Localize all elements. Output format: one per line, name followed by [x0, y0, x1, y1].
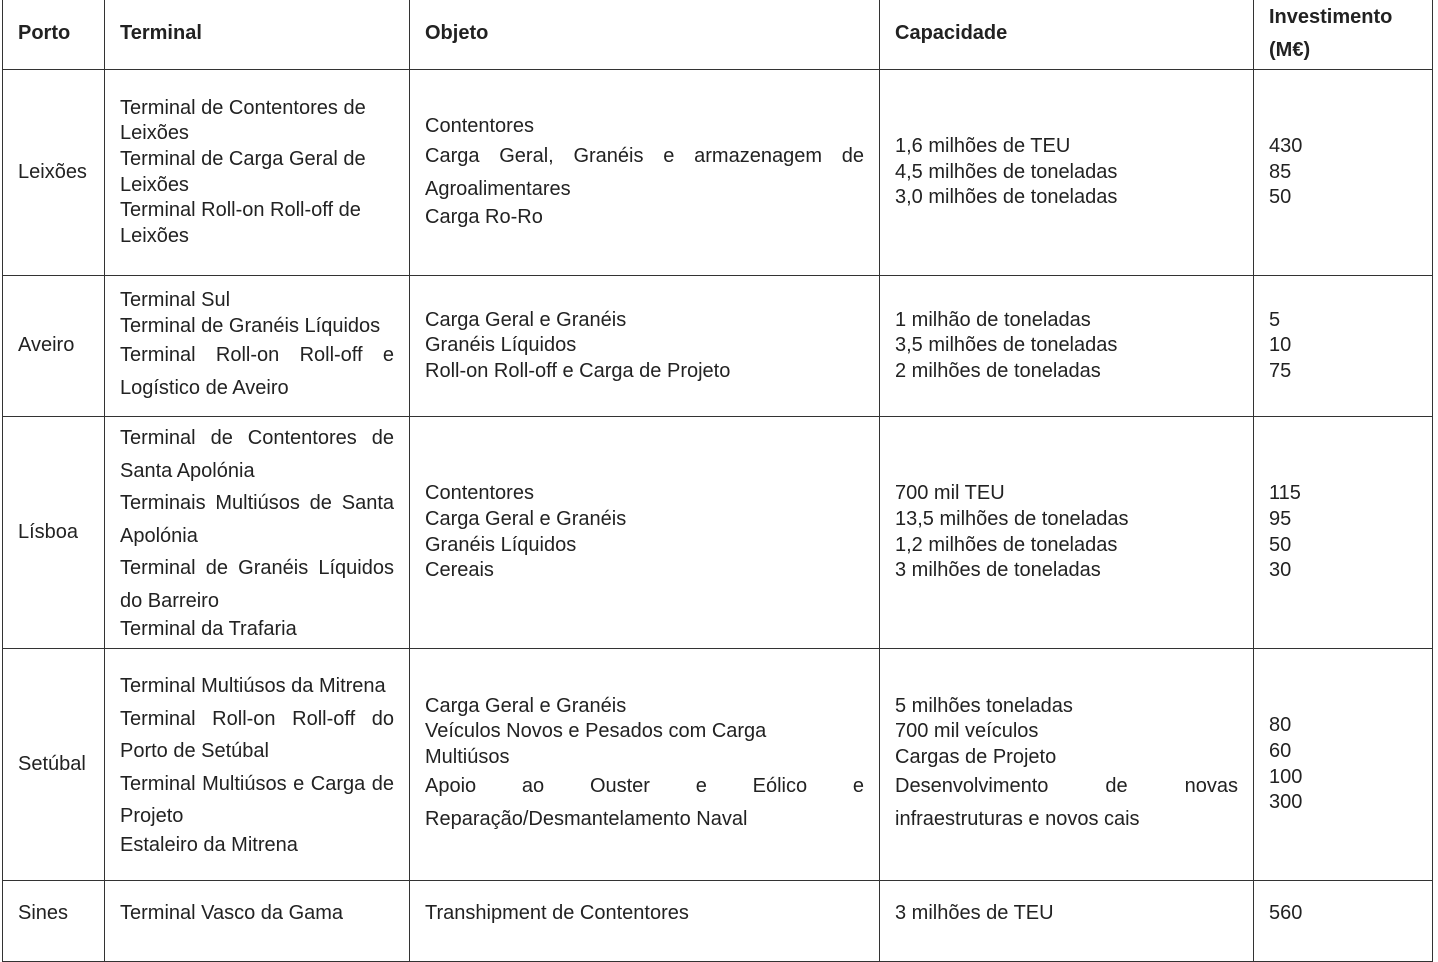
header-porto: Porto	[3, 0, 105, 70]
objeto-item: Carga Ro-Ro	[425, 206, 543, 228]
objeto-item: Contentores	[425, 482, 534, 505]
investimento-item: 60	[1269, 739, 1292, 762]
terminal-item: Terminal de Granéis Líquidos	[120, 314, 381, 337]
cell-objeto	[410, 649, 880, 881]
objeto-item: Contentores	[425, 115, 534, 138]
terminal-item: Terminal Roll-on Roll-off e Logístico de Aveiro	[120, 344, 394, 399]
header-investimento-line1: Investimento	[1269, 5, 1393, 28]
objeto-item: Roll-on Roll-off e Carga de Projeto	[425, 359, 731, 382]
cell-capacidade	[880, 649, 1254, 881]
capacidade-item: Cargas de Projeto	[895, 745, 1057, 768]
cell-objeto	[410, 881, 880, 962]
cell-investimento	[1254, 70, 1433, 276]
investimento-item: 75	[1269, 359, 1292, 382]
objeto-item: Granéis Líquidos	[425, 533, 577, 556]
cell-investimento	[1254, 881, 1433, 962]
cell-capacidade	[880, 276, 1254, 417]
terminal-item: Terminal Multiúsos da Mitrena	[120, 675, 386, 698]
terminal-item: Terminal de Granéis Líquidos do Barreiro	[120, 557, 394, 612]
objeto-item: Transhipment de Contentores	[425, 902, 689, 924]
cell-porto: Aveiro	[3, 276, 105, 417]
investimento-item: 430	[1269, 135, 1303, 158]
ports-table	[2, 0, 1433, 962]
table-row	[3, 881, 1433, 962]
cell-investimento	[1254, 417, 1433, 649]
cell-terminal	[105, 70, 410, 276]
terminal-item: Terminal Roll-on Roll-off do Porto de Setúbal	[120, 707, 394, 763]
investimento-item: 50	[1269, 533, 1292, 556]
investimento-item: 80	[1269, 714, 1292, 737]
cell-porto: Leixões	[3, 70, 105, 276]
capacidade-item: 1 milhão de toneladas	[895, 308, 1091, 331]
capacidade-item: 13,5 milhões de toneladas	[895, 507, 1129, 530]
terminal-item: Terminal de Contentores de Leixões	[120, 96, 366, 145]
investimento-item: 10	[1269, 334, 1292, 357]
objeto-item: Carga Geral e Granéis	[425, 507, 627, 530]
table-row	[3, 417, 1433, 649]
investimento-item: 50	[1269, 186, 1292, 209]
terminal-item: Terminal Vasco da Gama	[120, 902, 344, 924]
cell-porto: Lísboa	[3, 417, 105, 649]
terminal-item: Estaleiro da Mitrena	[120, 833, 298, 856]
capacidade-item: 1,2 milhões de toneladas	[895, 533, 1118, 556]
header-investimento-line2: (M€)	[1269, 38, 1311, 61]
capacidade-item: 3,5 milhões de toneladas	[895, 334, 1118, 357]
cell-capacidade	[880, 417, 1254, 649]
cell-objeto	[410, 70, 880, 276]
objeto-item: Apoio ao Ouster e Eólico e Reparação/Desmantelamento Naval	[425, 775, 864, 830]
capacidade-item: 3,0 milhões de toneladas	[895, 186, 1118, 209]
capacidade-item: 3 milhões de TEU	[895, 902, 1054, 924]
cell-objeto	[410, 417, 880, 649]
capacidade-item: Desenvolvimento de novas infraestruturas e novos cais	[895, 775, 1238, 830]
objeto-item: Veículos Novos e Pesados com Carga	[425, 720, 767, 743]
investimento-item: 560	[1269, 902, 1303, 924]
cell-capacidade	[880, 881, 1254, 962]
investimento-item: 30	[1269, 559, 1292, 582]
header-investimento	[1254, 0, 1433, 70]
terminal-item: Terminal de Carga Geral de Leixões	[120, 147, 366, 196]
cell-objeto	[410, 276, 880, 417]
capacidade-item: 700 mil veículos	[895, 720, 1039, 743]
investimento-item: 300	[1269, 791, 1303, 814]
objeto-item: Cereais	[425, 559, 494, 582]
objeto-item: Carga Geral e Granéis	[425, 694, 627, 717]
terminal-item: Terminais Multiúsos de Santa Apolónia	[120, 492, 394, 547]
header-terminal: Terminal	[105, 0, 410, 70]
capacidade-item: 1,6 milhões de TEU	[895, 135, 1071, 158]
terminal-item: Terminal Sul	[120, 288, 231, 311]
terminal-item: Terminal Roll-on Roll-off de Leixões	[120, 199, 361, 247]
cell-porto: Sines	[3, 881, 105, 962]
table-row	[3, 70, 1433, 276]
header-capacidade: Capacidade	[880, 0, 1254, 70]
investimento-item: 115	[1269, 482, 1301, 505]
capacidade-item: 2 milhões de toneladas	[895, 359, 1101, 382]
investimento-item: 5	[1269, 308, 1281, 331]
cell-terminal	[105, 649, 410, 881]
cell-terminal	[105, 417, 410, 649]
cell-terminal	[105, 276, 410, 417]
investimento-item: 95	[1269, 507, 1292, 530]
capacidade-item: 3 milhões de toneladas	[895, 559, 1101, 582]
investimento-item: 85	[1269, 160, 1292, 183]
terminal-item: Terminal da Trafaria	[120, 618, 297, 641]
capacidade-item: 700 mil TEU	[895, 482, 1005, 505]
capacidade-item: 5 milhões toneladas	[895, 694, 1073, 717]
cell-investimento	[1254, 649, 1433, 881]
header-row	[3, 0, 1433, 70]
table-row	[3, 276, 1433, 417]
cell-terminal	[105, 881, 410, 962]
cell-investimento	[1254, 276, 1433, 417]
objeto-item: Granéis Líquidos	[425, 334, 577, 357]
capacidade-item: 4,5 milhões de toneladas	[895, 160, 1118, 183]
objeto-item: Carga Geral e Granéis	[425, 308, 627, 331]
terminal-item: Terminal Multiúsos e Carga de Projeto	[120, 772, 394, 828]
objeto-item: Multiúsos	[425, 745, 510, 768]
table-row	[3, 649, 1433, 881]
cell-capacidade	[880, 70, 1254, 276]
terminal-item: Terminal de Contentores de Santa Apolónia	[120, 427, 394, 482]
header-objeto: Objeto	[410, 0, 880, 70]
objeto-item: Carga Geral, Granéis e armazenagem de Agroalimentares	[425, 145, 864, 200]
investimento-item: 100	[1269, 765, 1303, 788]
cell-porto: Setúbal	[3, 649, 105, 881]
